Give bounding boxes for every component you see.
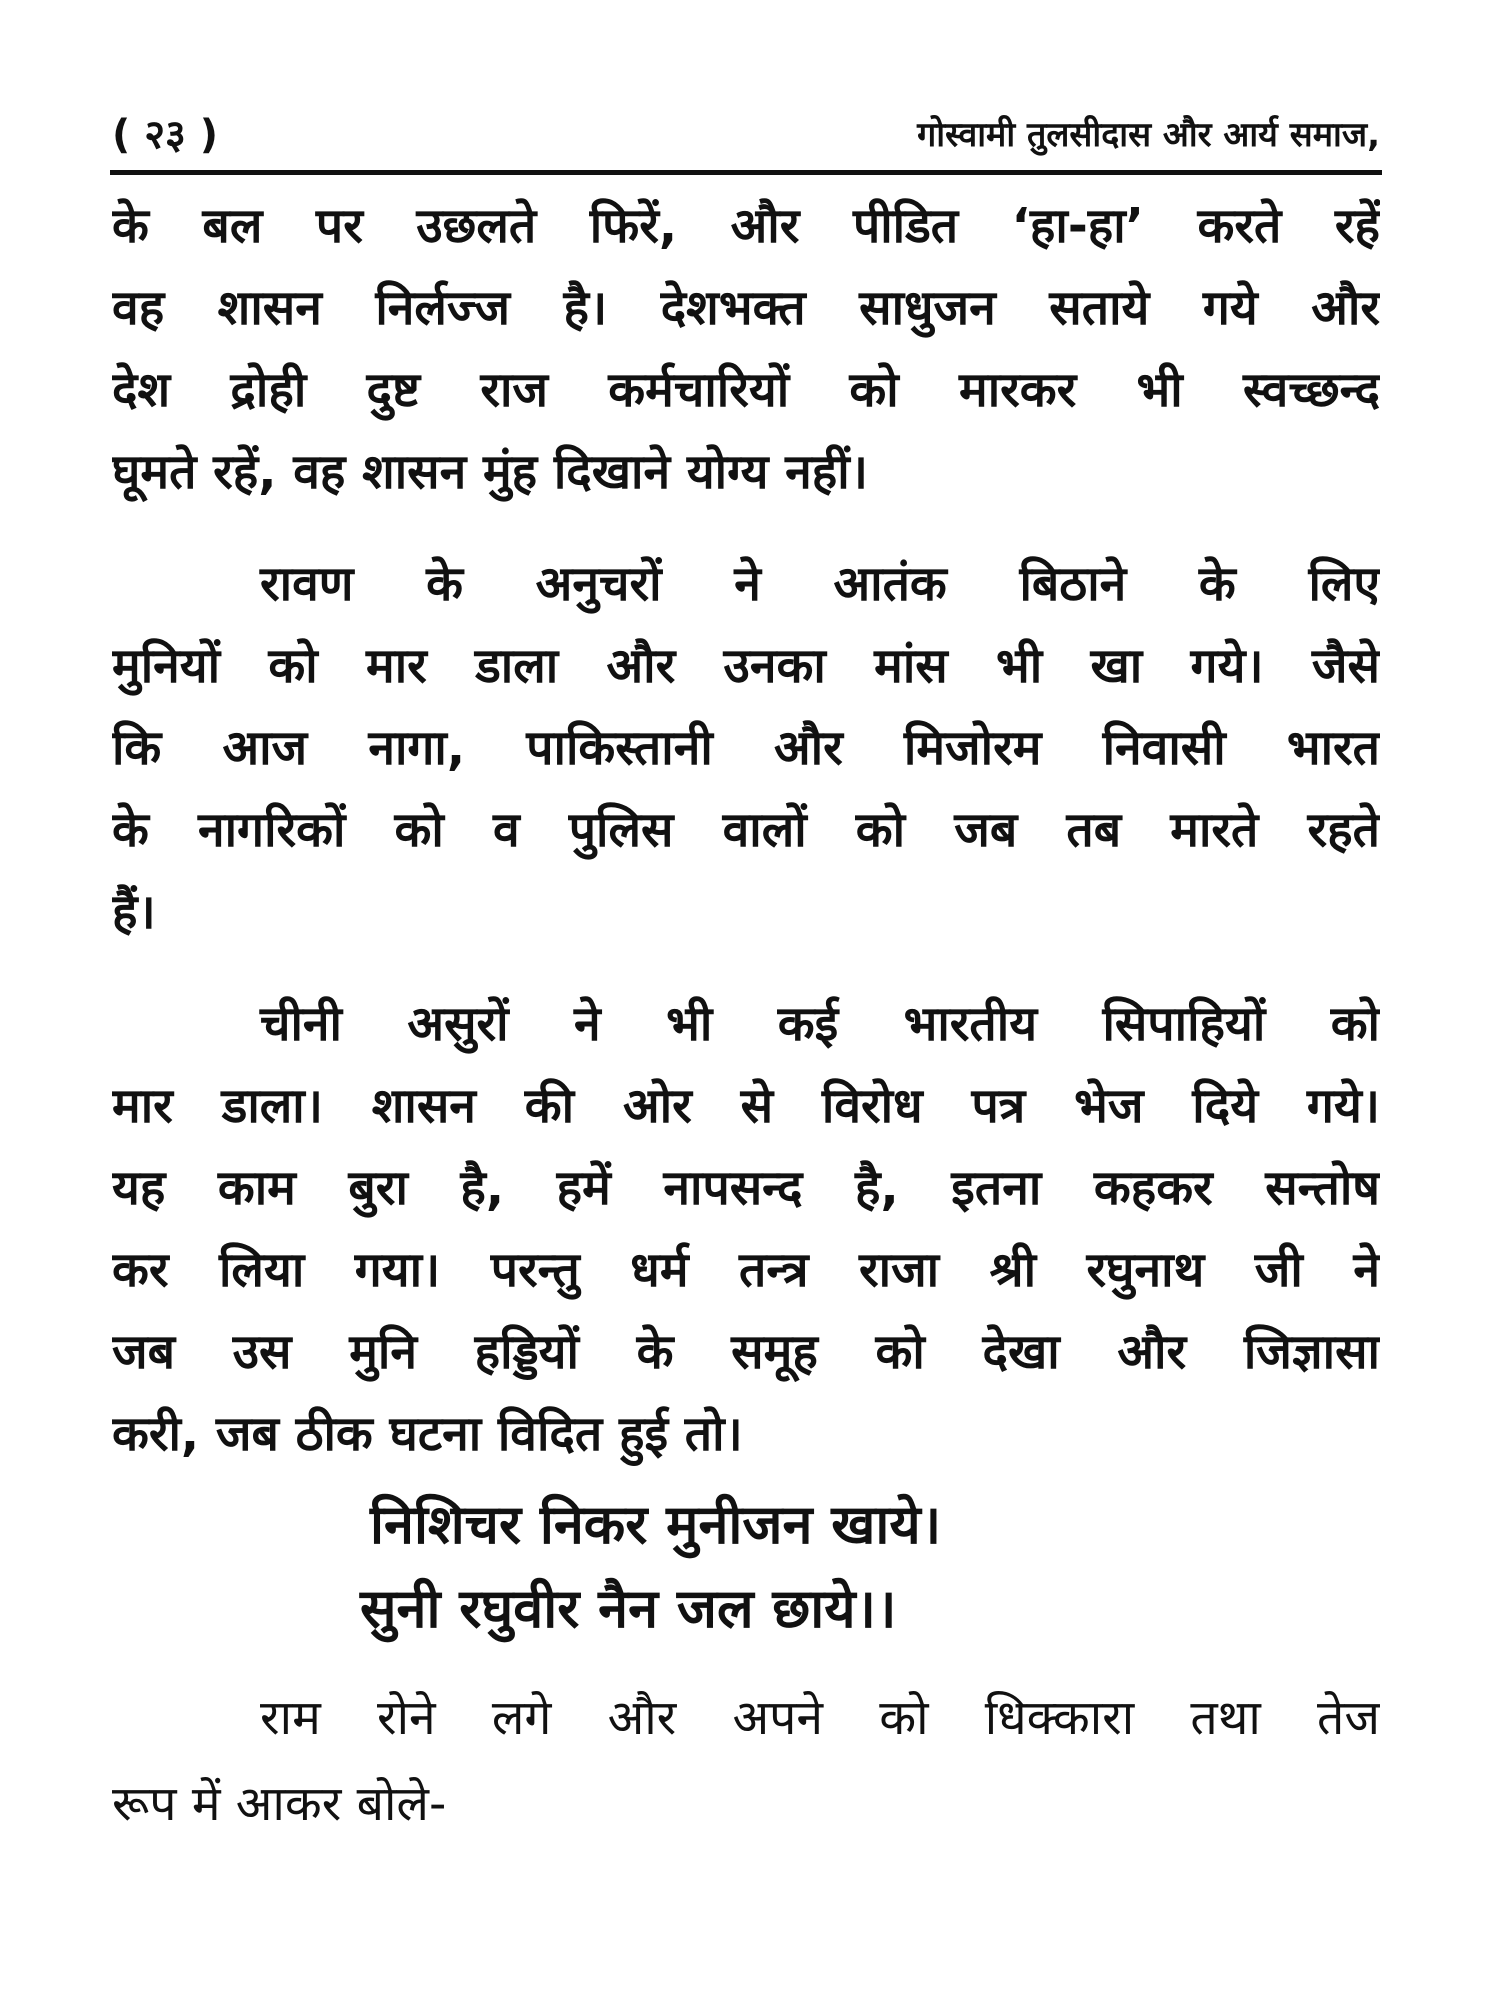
- text-line-2: वह शासन निर्लज्ज है। देशभक्त साधुजन सताये गये और: [112, 280, 1380, 336]
- text-line-1: के बल पर उछलते फिरें, और पीडित ‘हा-हा’ करते रहें: [112, 198, 1380, 254]
- closing-line-2: रूप में आकर बोले-: [112, 1776, 447, 1832]
- closing-line-1: राम रोने लगे और अपने को धिक्कारा तथा तेज: [260, 1690, 1380, 1746]
- text-line-7: कि आज नागा, पाकिस्तानी और मिजोरम निवासी भारत: [112, 720, 1380, 776]
- text-line-9: हैं।: [112, 884, 156, 940]
- text-line-3: देश द्रोही दुष्ट राज कर्मचारियों को मारकर भी स्वच्छन्द: [112, 362, 1380, 418]
- page-header: [112, 106, 1380, 164]
- header-rule: [110, 170, 1382, 175]
- verse-line-2: सुनी रघुवीर नैन जल छाये।।: [360, 1577, 897, 1640]
- running-title: गोस्वामी तुलसीदास और आर्य समाज,: [917, 115, 1380, 155]
- text-line-14: जब उस मुनि हड्डियों के समूह को देखा और जिज्ञासा: [112, 1324, 1380, 1380]
- text-line-13: कर लिया गया। परन्तु धर्म तन्त्र राजा श्री रघुनाथ जी ने: [112, 1242, 1380, 1298]
- text-line-15: करी, जब ठीक घटना विदित हुई तो।: [112, 1406, 743, 1462]
- verse-line-1: निशिचर निकर मुनीजन खाये।: [370, 1493, 942, 1556]
- text-line-12: यह काम बुरा है, हमें नापसन्द है, इतना कहकर सन्तोष: [112, 1160, 1380, 1216]
- text-line-5: रावण के अनुचरों ने आतंक बिठाने के लिए: [260, 556, 1380, 612]
- text-line-6: मुनियों को मार डाला और उनका मांस भी खा गये। जैसे: [112, 638, 1380, 694]
- text-line-10: चीनी असुरों ने भी कई भारतीय सिपाहियों को: [260, 996, 1380, 1052]
- page-number: ( २३ ): [112, 112, 219, 158]
- text-line-4: घूमते रहें, वह शासन मुंह दिखाने योग्य नहीं।: [112, 444, 868, 500]
- text-line-8: के नागरिकों को व पुलिस वालों को जब तब मारते रहते: [112, 802, 1380, 858]
- text-line-11: मार डाला। शासन की ओर से विरोध पत्र भेज दिये गये।: [112, 1078, 1380, 1134]
